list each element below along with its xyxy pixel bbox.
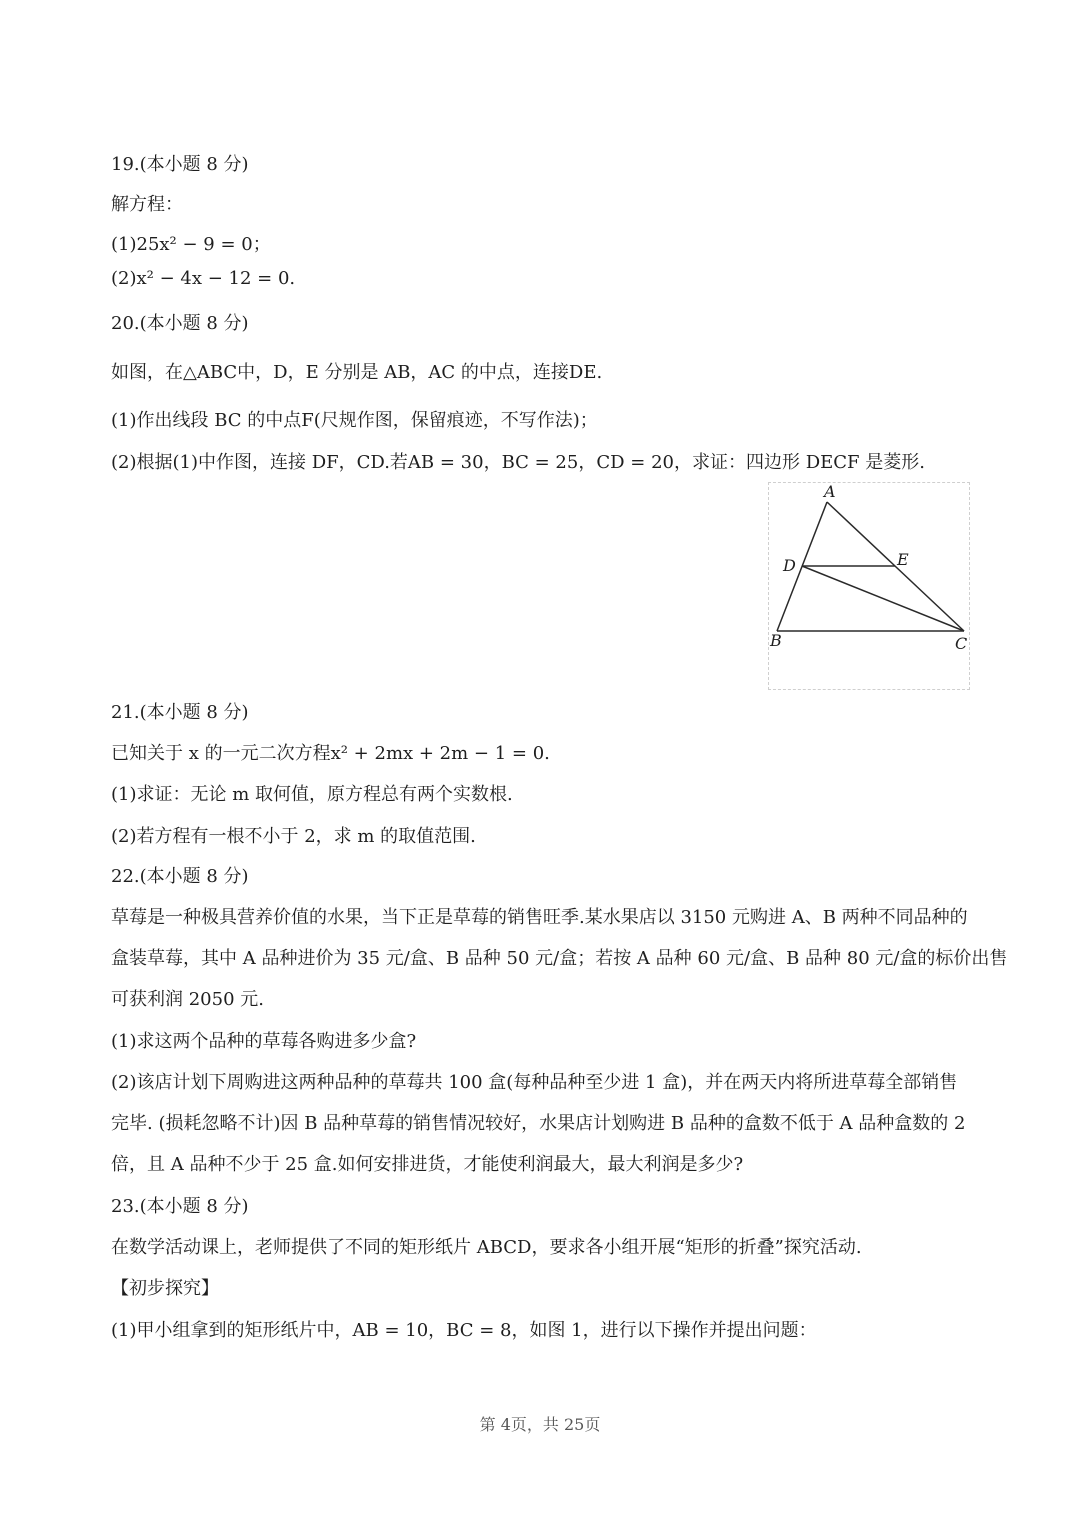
- q22-part2-line2: 完毕. (损耗忽略不计)因 B 品种草莓的销售情况较好，水果店计划购进 B 品种的盒数不低于 A 品种盒数的 2: [111, 1113, 966, 1134]
- q21-part1: (1)求证：无论 m 取何值，原方程总有两个实数根.: [111, 784, 513, 805]
- triangle-figure: [768, 482, 970, 690]
- q22-part2-line3: 倍，且 A 品种不少于 25 盒.如何安排进货，才能使利润最大，最大利润是多少?: [111, 1154, 744, 1175]
- vertex-label-d: D: [783, 556, 796, 575]
- q20-header: 20.(本小题 8 分): [111, 313, 249, 334]
- q22-part2-line1: (2)该店计划下周购进这两种品种的草莓共 100 盒(每种品种至少进 1 盒)，并在两天内将所进草莓全部销售: [111, 1072, 958, 1093]
- segment-dc: [802, 566, 964, 631]
- q20-part1: (1)作出线段 BC 的中点F(尺规作图，保留痕迹，不写作法)；: [111, 410, 598, 431]
- q20-part2: (2)根据(1)中作图，连接 DF，CD.若AB = 30，BC = 25，CD = 20，求证：四边形 DECF 是菱形.: [111, 452, 925, 473]
- q23-part1: (1)甲小组拿到的矩形纸片中，AB = 10，BC = 8，如图 1，进行以下操作并提出问题：: [111, 1320, 817, 1341]
- q19-header: 19.(本小题 8 分): [111, 154, 249, 175]
- q19-part1: (1)25x² − 9 = 0；: [111, 234, 271, 255]
- q22-part1: (1)求这两个品种的草莓各购进多少盒?: [111, 1031, 417, 1052]
- q20-intro: 如图，在△ABC中，D，E 分别是 AB，AC 的中点，连接DE.: [111, 362, 603, 383]
- vertex-label-c: C: [955, 634, 968, 653]
- q22-line2: 盒装草莓，其中 A 品种进价为 35 元/盒、B 品种 50 元/盒；若按 A 品种 60 元/盒、B 品种 80 元/盒的标价出售: [111, 948, 1008, 969]
- page-footer: 第 4页，共 25页: [479, 1415, 601, 1434]
- q21-part2: (2)若方程有一根不小于 2，求 m 的取值范围.: [111, 826, 476, 847]
- q19-intro: 解方程：: [111, 194, 183, 215]
- q22-line3: 可获利润 2050 元.: [111, 989, 264, 1010]
- q23-intro: 在数学活动课上，老师提供了不同的矩形纸片 ABCD，要求各小组开展“矩形的折叠”探究活动.: [111, 1237, 862, 1258]
- vertex-label-a: A: [824, 483, 836, 501]
- q23-section: 【初步探究】: [111, 1278, 219, 1299]
- vertex-label-e: E: [897, 550, 909, 569]
- triangle-svg: [769, 483, 971, 691]
- q22-line1: 草莓是一种极具营养价值的水果，当下正是草莓的销售旺季.某水果店以 3150 元购进 A、B 两种不同品种的: [111, 907, 968, 928]
- q21-intro: 已知关于 x 的一元二次方程x² + 2mx + 2m − 1 = 0.: [111, 743, 550, 764]
- q19-part2: (2)x² − 4x − 12 = 0.: [111, 268, 296, 289]
- q22-header: 22.(本小题 8 分): [111, 866, 249, 887]
- q21-header: 21.(本小题 8 分): [111, 702, 249, 723]
- q23-header: 23.(本小题 8 分): [111, 1196, 249, 1217]
- vertex-label-b: B: [770, 631, 782, 650]
